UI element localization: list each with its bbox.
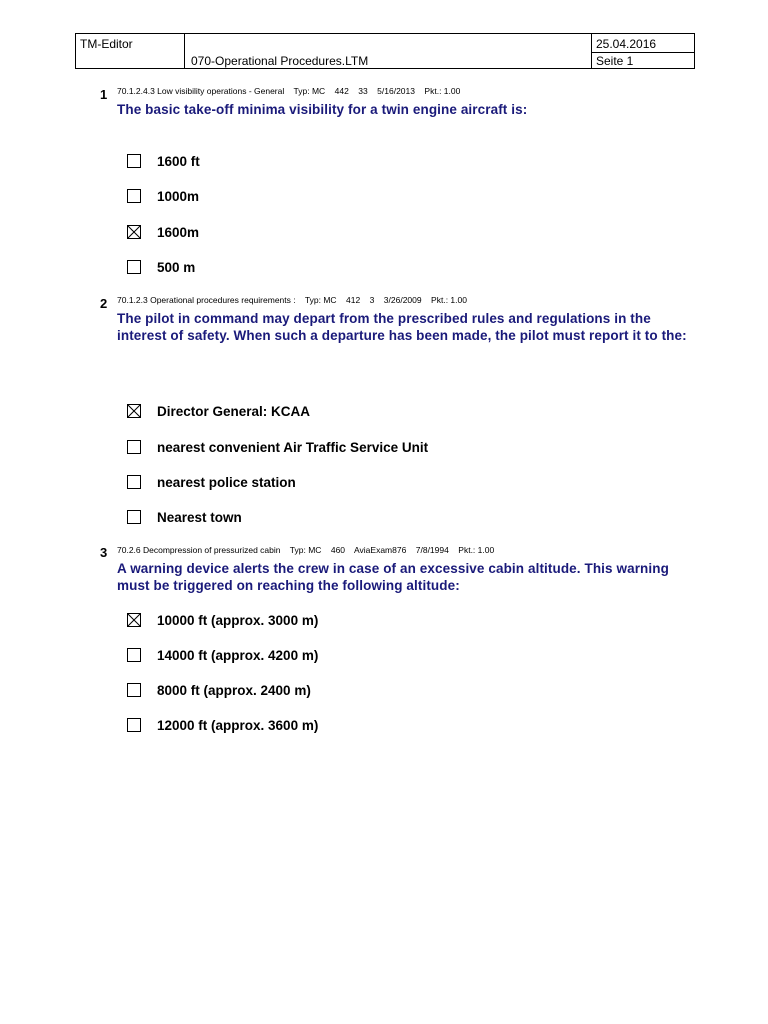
checkbox[interactable] (127, 189, 141, 203)
answer-label: Nearest town (157, 509, 242, 525)
checkbox[interactable] (127, 440, 141, 454)
checkbox[interactable] (127, 260, 141, 274)
answer-label: nearest convenient Air Traffic Service Unit (157, 439, 429, 455)
question-text: The pilot in command may depart from the prescribed rules and regulations in the interest of safety. When such a departure has been made, the pilot must report it to the: (117, 311, 687, 343)
checkbox[interactable] (127, 613, 141, 627)
checkmark-x-icon (128, 614, 140, 626)
header-date-cell (592, 34, 694, 68)
answer-label: 1600 ft (157, 153, 200, 169)
checkbox[interactable] (127, 475, 141, 489)
checkbox[interactable] (127, 225, 141, 239)
document-header (75, 33, 695, 69)
answer-option[interactable] (127, 224, 199, 240)
answer-label: 1000m (157, 188, 200, 204)
header-file-cell (185, 34, 592, 68)
answer-label: 1600m (157, 224, 200, 240)
answer-option[interactable] (127, 509, 242, 525)
answer-label: Director General: KCAA (157, 403, 311, 419)
answer-option[interactable] (127, 403, 310, 419)
checkbox[interactable] (127, 510, 141, 524)
answer-label: 500 m (157, 259, 196, 275)
question-number: 1 (100, 87, 108, 102)
answer-option[interactable] (127, 647, 318, 663)
checkbox[interactable] (127, 154, 141, 168)
checkmark-x-icon (128, 226, 140, 238)
answer-label: 8000 ft (approx. 2400 m) (157, 682, 311, 698)
header-divider (592, 52, 694, 53)
page-number: Seite 1 (596, 54, 634, 68)
checkbox[interactable] (127, 404, 141, 418)
answer-option[interactable] (127, 717, 318, 733)
question-text: A warning device alerts the crew in case of an excessive cabin altitude. This warning must be triggered on reaching the following altitude: (117, 561, 669, 593)
answer-label: 14000 ft (approx. 4200 m) (157, 647, 319, 663)
answer-option[interactable] (127, 474, 296, 490)
question-number: 3 (100, 545, 108, 560)
answer-option[interactable] (127, 153, 200, 169)
question-text: The basic take-off minima visibility for a twin engine aircraft is: (117, 102, 528, 117)
question-number: 2 (100, 296, 108, 311)
checkbox[interactable] (127, 718, 141, 732)
answer-option[interactable] (127, 612, 318, 628)
checkbox[interactable] (127, 648, 141, 662)
answer-label: 10000 ft (approx. 3000 m) (157, 612, 319, 628)
answer-option[interactable] (127, 188, 199, 204)
checkmark-x-icon (128, 405, 140, 417)
answer-label: nearest police station (157, 474, 296, 490)
answer-option[interactable] (127, 259, 195, 275)
header-app-cell (76, 34, 185, 68)
app-name: TM-Editor (80, 37, 133, 51)
answer-option[interactable] (127, 682, 311, 698)
question-meta: 70.1.2.4.3 Low visibility operations - General Typ: MC 442 33 5/16/2013 Pkt.: 1.00 (117, 86, 461, 96)
file-name: 070-Operational Procedures.LTM (191, 54, 369, 68)
answer-option[interactable] (127, 439, 428, 455)
answer-label: 12000 ft (approx. 3600 m) (157, 717, 319, 733)
header-date: 25.04.2016 (596, 37, 657, 51)
question-meta: 70.2.6 Decompression of pressurized cabin Typ: MC 460 AviaExam876 7/8/1994 Pkt.: 1.00 (117, 545, 495, 555)
question-meta: 70.1.2.3 Operational procedures requirements : Typ: MC 412 3 3/26/2009 Pkt.: 1.00 (117, 295, 467, 305)
checkbox[interactable] (127, 683, 141, 697)
